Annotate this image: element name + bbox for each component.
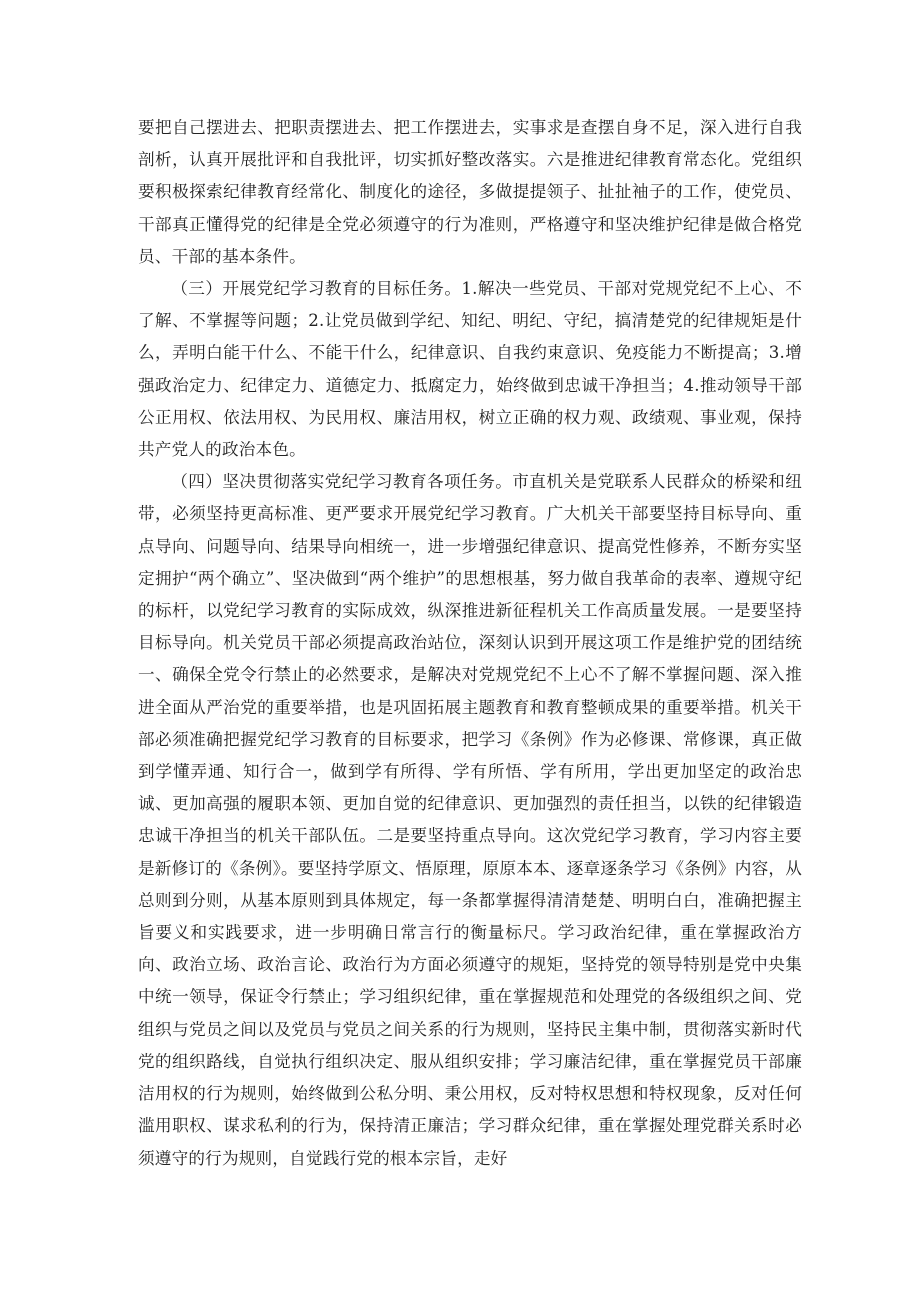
document-page — [138, 112, 802, 1175]
paragraph-2: （三）开展党纪学习教育的目标任务。1.解决一些党员、干部对党规党纪不上心、不了解、不掌握等问题；2.让党员做到学纪、知纪、明纪、守纪，搞清楚党的纪律规矩是什么，弄明白能干什么、不能干什么，纪律意识、自我约束意识、免疫能力不断提高；3.增强政治定力、纪律定力、道德定力、抵腐定力，始终做到忠诚干净担当；4.推动领导干部公正用权、依法用权、为民用权、廉洁用权，树立正确的权力观、政绩观、事业观，保持共产党人的政治本色。 — [138, 279, 802, 460]
paragraph-3: （四）坚决贯彻落实党纪学习教育各项任务。市直机关是党联系人民群众的桥梁和纽带，必须坚持更高标准、更严要求开展党纪学习教育。广大机关干部要坚持目标导向、重点导向、问题导向、结果导向相统一，进一步增强纪律意识、提高党性修养，不断夯实坚定拥护“两个确立”、坚决做到“两个维护”的思想根基，努力做自我革命的表率、遵规守纪的标杆，以党纪学习教育的实际成效，纵深推进新征程机关工作高质量发展。一是要坚持目标导向。机关党员干部必须提高政治站位，深刻认识到开展这项工作是维护党的团结统一、确保全党令行禁止的必然要求，是解决对党规党纪不上心不了解不掌握问题、深入推进全面从严治党的重要举措，也是巩固拓展主题教育和教育整顿成果的重要举措。机关干部必须准确把握党纪学习教育的目标要求，把学习《条例》作为必修课、常修课，真正做到学懂弄通、知行合一，做到学有所得、学有所悟、学有所用，学出更加坚定的政治忠诚、更加高强的履职本领、更加自觉的纪律意识、更加强烈的责任担当，以铁的纪律锻造忠诚干净担当的机关干部队伍。二是要坚持重点导向。这次党纪学习教育，学习内容主要是新修订的《条例》。要坚持学原文、悟原理，原原本本、逐章逐条学习《条例》内容，从总则到分则，从基本原则到具体规定，每一条都掌握得清清楚楚、明明白白，准确把握主旨要义和实践要求，进一步明确日常言行的衡量标尺。学习政治纪律，重在掌握政治方向、政治立场、政治言论、政治行为方面必须遵守的规矩，坚持党的领导特别是党中央集中统一领导，保证令行禁止；学习组织纪律，重在掌握规范和处理党的各级组织之间、党组织与党员之间以及党员与党员之间关系的行为规则，坚持民主集中制，贯彻落实新时代党的组织路线，自觉执行组织决定、服从组织安排；学习廉洁纪律，重在掌握党员干部廉洁用权的行为规则，始终做到公私分明、秉公用权，反对特权思想和特权现象，反对任何滥用职权、谋求私利的行为，保持清正廉洁；学习群众纪律，重在掌握处理党群关系时必须遵守的行为规则，自觉践行党的根本宗旨，走好 — [138, 472, 802, 1168]
paragraph-1: 要把自己摆进去、把职责摆进去、把工作摆进去，实事求是查摆自身不足，深入进行自我剖析，认真开展批评和自我批评，切实抓好整改落实。六是推进纪律教育常态化。党组织要积极探索纪律教育经常化、制度化的途径，多做提提领子、扯扯袖子的工作，使党员、干部真正懂得党的纪律是全党必须遵守的行为准则，严格遵守和坚决维护纪律是做合格党员、干部的基本条件。 — [138, 118, 802, 266]
